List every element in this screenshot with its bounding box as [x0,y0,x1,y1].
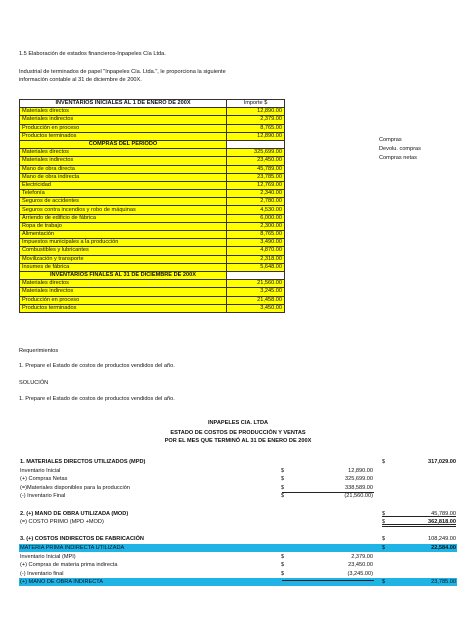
statement-label: 2. (+) MANO DE OBRA UTILIZADA (MOD) [20,510,129,517]
statement-label: (-) Inventario final [20,570,64,577]
statement-row [19,553,457,561]
row-label: Materiales indirectos [20,157,227,165]
final-inventory-section-header [20,271,285,279]
row-value: 3,245.00 [227,288,285,296]
row-value: 3,490.00 [227,239,285,247]
currency-symbol: $ [382,536,386,543]
statement-total: 317,029.00 [428,459,456,465]
statement-label: MATERIA PRIMA INDIRECTA UTILIZADA [20,545,125,551]
row-value: 2,379.00 [227,116,285,124]
row-value: 21,458.00 [227,296,285,304]
row-value: 2,318.00 [227,255,285,263]
purchase-row [20,149,285,157]
purchase-row [20,247,285,255]
intro-paragraph-line-1: Industrial de terminados de papel "Inpapeles Cía. Ltda.", le proporciona la siguiente [19,69,226,75]
row-value: 325,699.00 [227,149,285,157]
row-label: Materiales directos [20,149,227,157]
statement-label: Inventario Inicial [20,467,61,474]
purchase-row [20,255,285,263]
row-label: Combustibles y lubricantes [20,247,227,255]
row-label: Producción en proceso [20,296,227,304]
statement-label: (+) Compras Netas [20,476,68,483]
purchase-row [20,165,285,173]
currency-symbol: $ [382,579,386,586]
final-inventory-row [20,304,285,312]
initial-inventory-row [20,132,285,140]
side-note-devoluciones: Devolu. compras [379,146,421,152]
statement-label: 3. (+) COSTOS INDIRECTOS DE FABRICACIÓN [20,536,144,543]
statement-label: (+) Compras de materia prima indirecta [20,562,118,569]
statement-row [19,492,457,500]
currency-symbol: $ [382,545,386,551]
row-value: 21,560.00 [227,280,285,288]
row-value: 4,870.00 [227,247,285,255]
row-label: Productos terminados [20,132,227,140]
row-label: Mano de obra directa [20,165,227,173]
row-value [227,140,285,148]
initial-inventory-row [20,108,285,116]
purchase-row [20,214,285,222]
purchase-row [20,181,285,189]
statement-amount: 23,450.00 [348,562,373,569]
statement-total: 23,785.00 [431,579,456,586]
statement-row [19,484,457,492]
row-label: INVENTARIOS FINALES AL 31 DE DICIEMBRE DE 200X [20,271,227,279]
purchase-row [20,190,285,198]
statement-total: 22,584.00 [431,545,456,551]
statement-label: (+) MANO DE OBRA INDIRECTA [20,579,104,586]
purchase-row [20,173,285,181]
initial-inventory-row [20,116,285,124]
row-label: Producción en proceso [20,124,227,132]
row-label: Movilización y transporte [20,255,227,263]
statement-amount: (21,560.00) [344,493,373,500]
statement-row [19,544,457,552]
row-value [227,271,285,279]
row-label: COMPRAS DEL PERIODO [20,140,227,148]
currency-symbol: $ [382,519,386,526]
initial-inventory-row [20,124,285,132]
purchase-row [20,206,285,214]
statement-amount: 338,589.00 [345,484,373,491]
requirements-item: 1. Prepare el Estado de costos de productos vendidos del año. [19,363,175,369]
statement-row [19,458,457,466]
side-note-compras: Compras [379,137,402,143]
solution-title: SOLUCIÓN [19,380,49,386]
statement-row [19,467,457,475]
statement-row [19,561,457,569]
row-value: 8,765.00 [227,231,285,239]
purchase-row [20,198,285,206]
statement-label: (=) COSTO PRIMO (MPD +MOD) [20,519,104,526]
row-value: 2,300.00 [227,222,285,230]
purchase-row [20,157,285,165]
purchase-row [20,222,285,230]
currency-symbol: $ [281,570,285,577]
row-label: Seguros de accidentes [20,198,227,206]
row-value: 2,780.00 [227,198,285,206]
purchase-row [20,263,285,271]
row-label: Mano de obra indirecta [20,173,227,181]
currency-symbol: $ [382,459,386,465]
statement-total: 45,789.00 [431,510,456,517]
statement-amount: (3,245.00) [347,570,373,577]
table-header [20,100,285,108]
currency-symbol: $ [281,562,285,569]
row-value: 23,450.00 [227,157,285,165]
row-value: Importe $ [227,100,285,108]
exercise-heading: 1.5 Elaboración de estados financieros-Inpapeles Cía Ltda. [19,51,166,57]
statement-period: POR EL MES QUE TERMINÓ AL 31 DE ENERO DE 200X [164,438,312,444]
row-value: 12,769.00 [227,181,285,189]
final-inventory-row [20,296,285,304]
purchases-section-header [20,140,285,148]
row-value: 6,000.00 [227,214,285,222]
statement-title: ESTADO DE COSTOS DE PRODUCCIÓN Y VENTAS [170,430,306,436]
currency-symbol: $ [281,467,285,474]
statement-label: (-) Inventario Final [20,493,66,500]
row-label: Materiales directos [20,280,227,288]
statement-row [19,475,457,483]
currency-symbol: $ [382,510,386,517]
statement-row [19,527,457,535]
row-value: 5,648.00 [227,263,285,271]
currency-symbol: $ [281,493,285,500]
currency-symbol: $ [281,476,285,483]
row-value: 8,765.00 [227,124,285,132]
costo-primo-double-underline [382,526,456,527]
row-label: Insumes de fábrica [20,263,227,271]
row-label: Productos terminados [20,304,227,312]
statement-label: Inventario Inicial (MPI) [20,553,76,560]
purchase-row [20,231,285,239]
row-label: Impuestos municipales a la producción [20,239,227,247]
statement-label: 1. MATERIALES DIRECTOS UTILIZADOS (MPD) [20,459,146,465]
row-value: 4,530.00 [227,206,285,214]
inventory-table [19,99,285,313]
statement-total: 108,249.00 [428,536,456,543]
intro-paragraph-line-2: información contable al 31 de diciembre de 200X. [19,77,142,83]
row-label: Alimentación [20,231,227,239]
costo-primo-underline [382,524,456,525]
row-value: 2,340.00 [227,190,285,198]
row-label: Telefonía [20,190,227,198]
row-label: Materiales directos [20,108,227,116]
statement-row [19,578,457,586]
statement-row [19,570,457,578]
statement-amount: 325,699.00 [345,476,373,483]
row-value: 12,890.00 [227,132,285,140]
row-label: Materiales indirectos [20,288,227,296]
row-value: 12,890.00 [227,108,285,116]
final-inventory-row [20,280,285,288]
statement-total: 362,818.00 [428,519,456,526]
statement-label: (=)Materiales disponibles para la producción [20,484,130,491]
subtotal-underline [282,492,374,493]
mod-underline [382,516,456,517]
statement-company: INPAPELES CIA. LTDA [207,420,269,426]
row-value: 3,450.00 [227,304,285,312]
purchase-row [20,239,285,247]
statement-amount: 12,890.00 [348,467,373,474]
side-note-compras-netas: Compras netas [379,155,417,161]
final-inventory-row [20,288,285,296]
row-label: Ropa de trabajo [20,222,227,230]
row-label: Materiales indirectos [20,116,227,124]
row-label: Arriendo de edificio de fábrica [20,214,227,222]
row-label: Electricidad [20,181,227,189]
row-label: INVENTARIOS INICIALES AL 1 DE ENERO DE 200X [20,100,227,108]
solution-item: 1. Prepare el Estado de costos de productos vendidos del año. [19,396,175,402]
mpi-underline [282,580,374,581]
statement-row [19,501,457,509]
statement-amount: 2,379.00 [351,553,373,560]
row-value: 45,789.00 [227,165,285,173]
statement-row [19,535,457,543]
currency-symbol: $ [281,553,285,560]
requirements-title: Requerimientos [19,348,59,354]
currency-symbol: $ [281,484,285,491]
row-value: 23,785.00 [227,173,285,181]
row-label: Seguros contra incendios y robo de máquinas [20,206,227,214]
